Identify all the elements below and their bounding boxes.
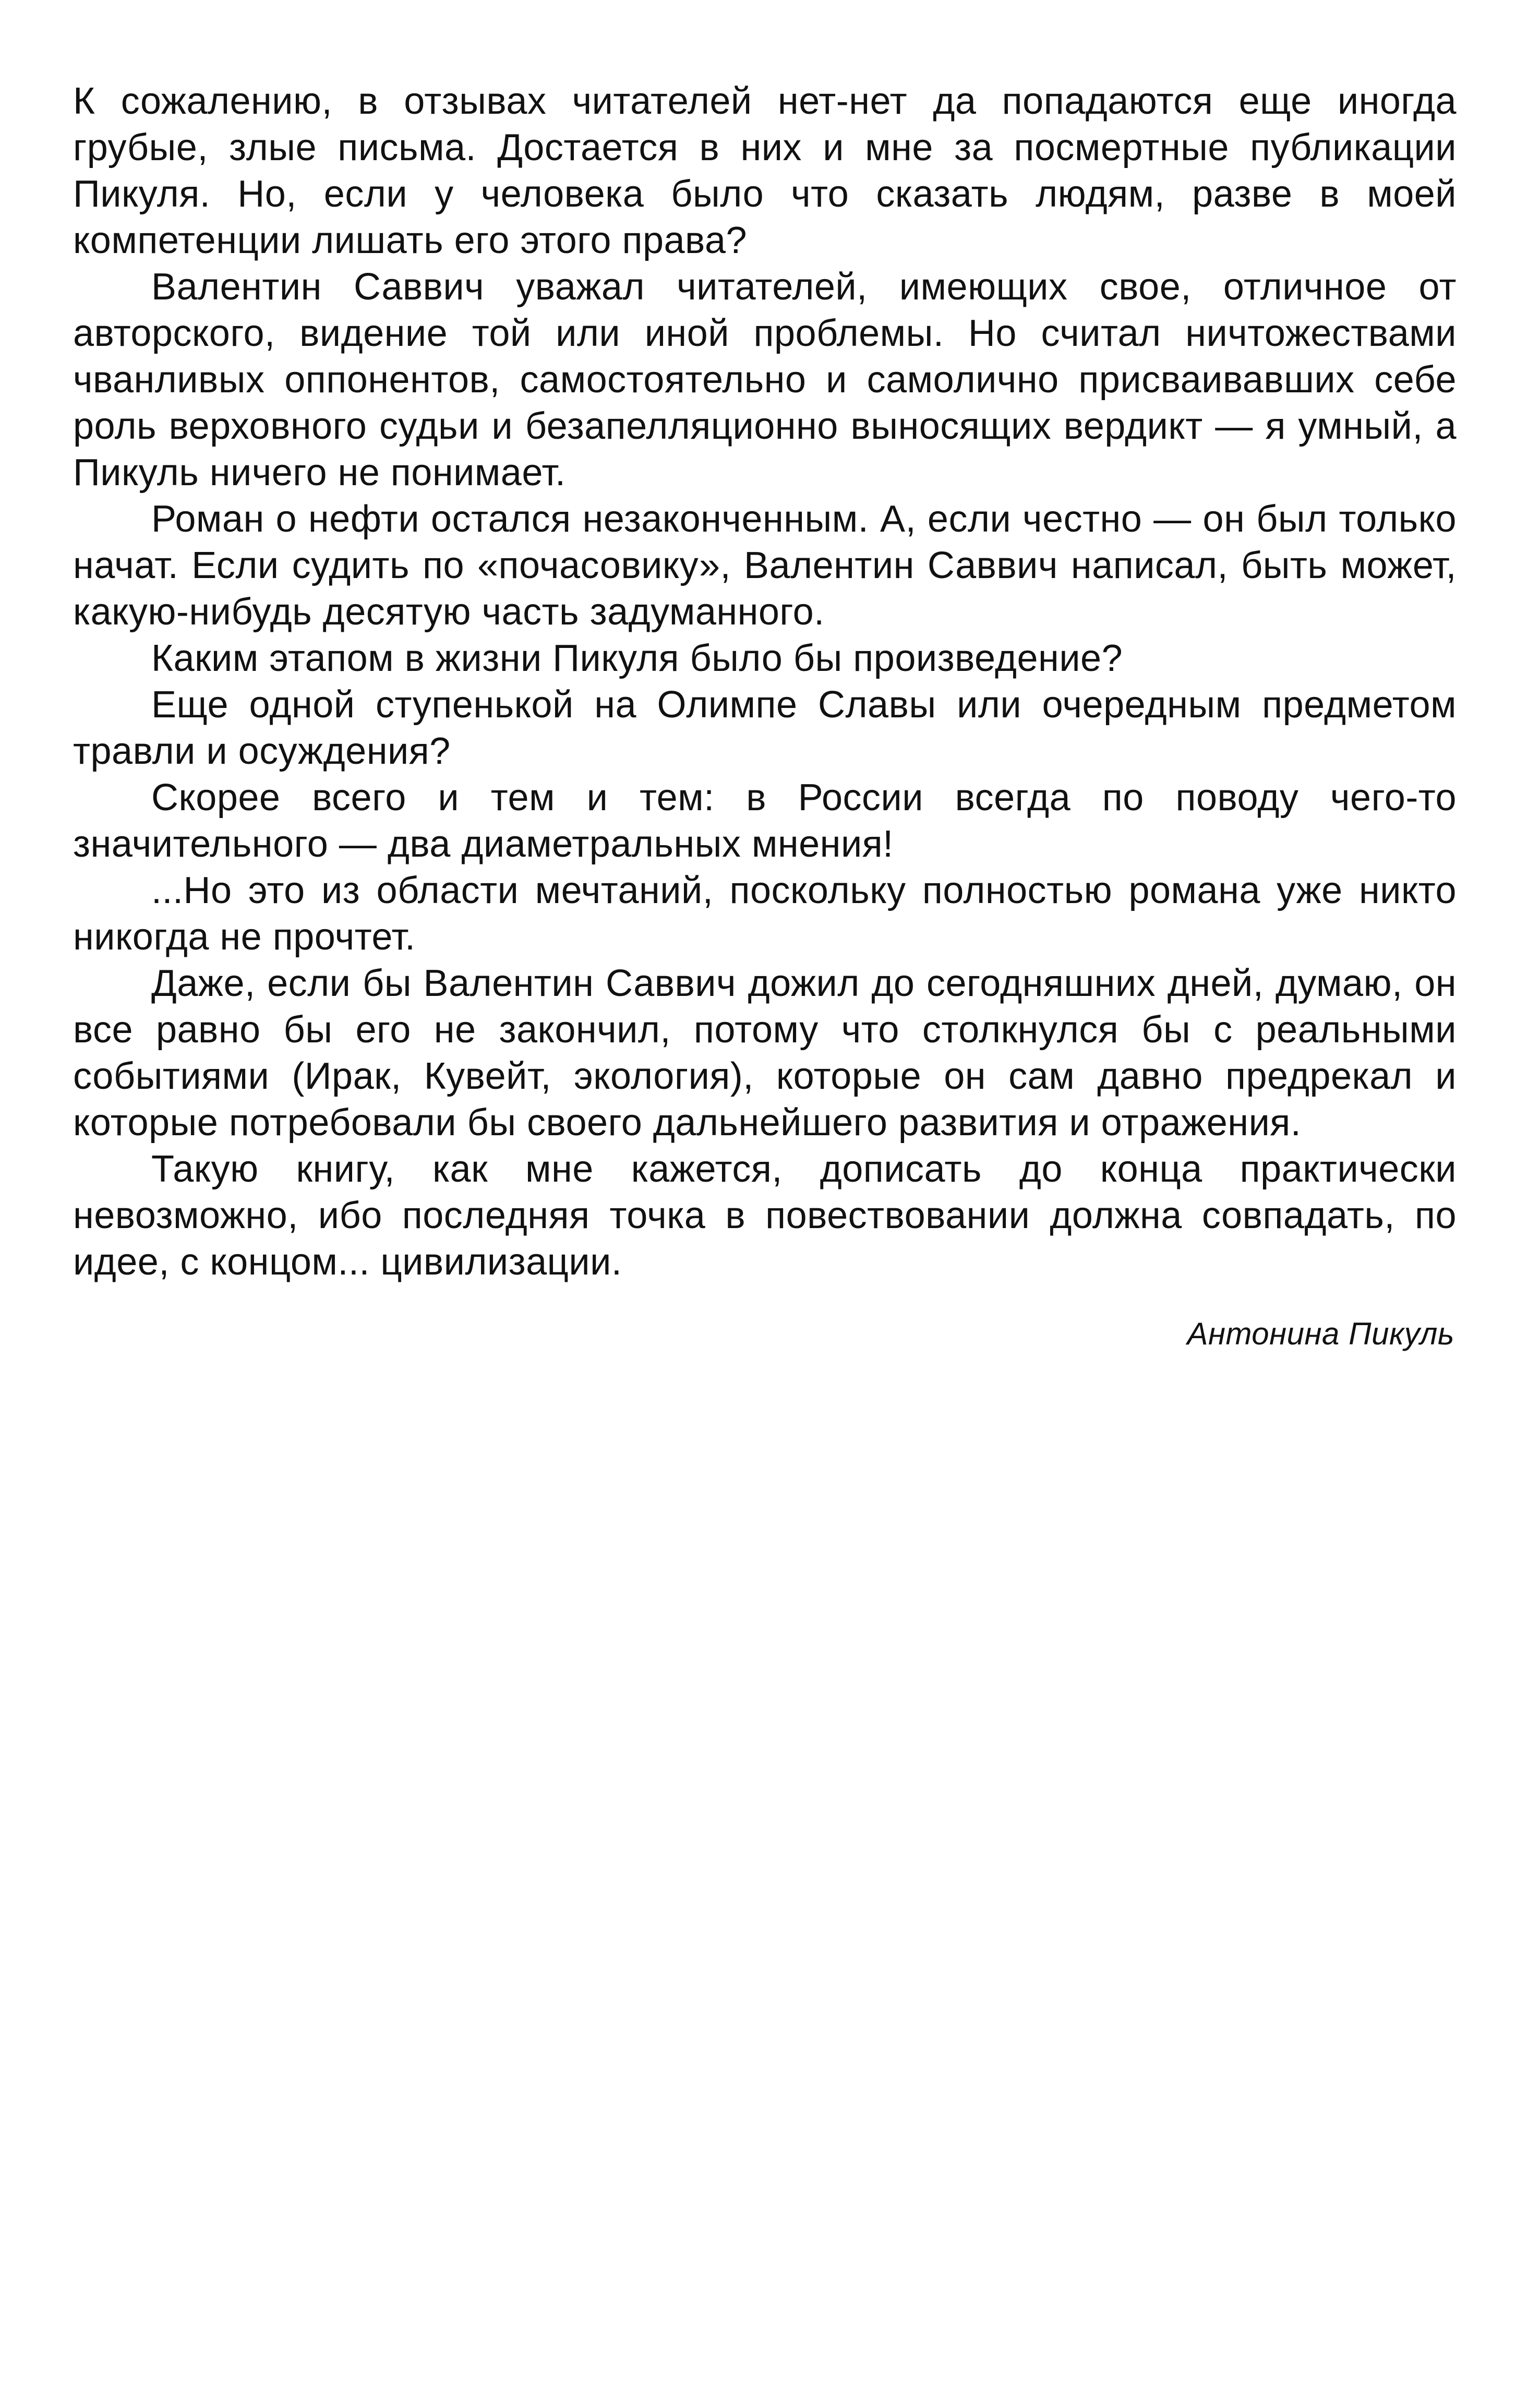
paragraph-2: Валентин Саввич уважал читателей, имеющих свое, отличное от авторского, видение той или иной проблемы. Но считал ничтожествами чванливых оппонентов, самостоятельно и самолично присваивавших себе роль верховного судьи и безапелляционно выносящих вердикт — я умный, а Пикуль ничего не понимает.: [73, 266, 1457, 494]
paragraph-9: Такую книгу, как мне кажется, дописать до конца практически невозможно, ибо последняя точка в повествовании должна совпадать, по идее, с концом... цивилизации.: [73, 1148, 1457, 1283]
paragraph-7: ...Но это из области мечтаний, поскольку полностью романа уже никто никогда не прочтет.: [73, 870, 1457, 958]
page-text-block: [73, 78, 1457, 1352]
paragraph-3: Роман о нефти остался незаконченным. А, если честно — он был только начат. Если судить по «почасовику», Валентин Саввич написал, быть может, какую-нибудь десятую часть задуманного.: [73, 498, 1457, 633]
paragraph-8: Даже, если бы Валентин Саввич дожил до сегодняшних дней, думаю, он все равно бы его не закончил, потому что столкнулся бы с реальными событиями (Ирак, Кувейт, экология), которые он сам давно предрекал и которые потребовали бы своего дальнейшего развития и отражения.: [73, 963, 1457, 1144]
paragraph-5: Еще одной ступенькой на Олимпе Славы или очередным предметом травли и осуждения?: [73, 684, 1457, 772]
paragraph-4: Каким этапом в жизни Пикуля было бы произведение?: [151, 638, 1123, 679]
paragraph-6: Скорее всего и тем и тем: в России всегда по поводу чего-то значительного — два диаметральных мнения!: [73, 777, 1457, 865]
paragraph-1: К сожалению, в отзывах читателей нет-нет да попадаются еще иногда грубые, злые письма. Достается в них и мне за посмертные публикации Пикуля. Но, если у человека было что сказать людям, разве в моей компетенции лишать его этого права?: [73, 80, 1457, 261]
author-signature: Антонина Пикуль: [1187, 1316, 1454, 1351]
